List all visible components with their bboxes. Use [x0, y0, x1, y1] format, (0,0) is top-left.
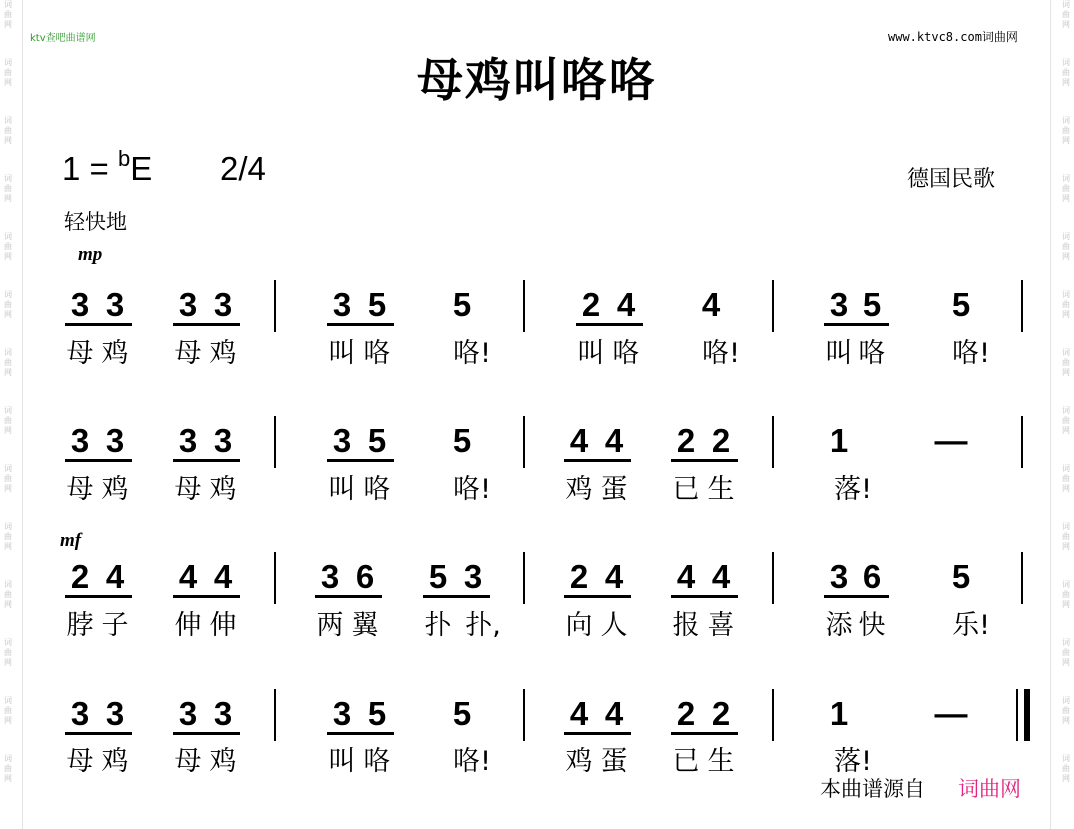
side-char: 词 [4, 638, 12, 647]
side-char: 曲 [1062, 10, 1070, 19]
lyric-char: 喜 [707, 610, 735, 641]
side-char: 词 [4, 174, 12, 183]
jianpu-note: 5 [452, 695, 472, 732]
jianpu-note: 5 [951, 558, 971, 595]
side-char: 词 [4, 58, 12, 67]
side-char: 网 [4, 426, 12, 435]
jianpu-note: 3 [213, 286, 233, 323]
jianpu-note: 2 [676, 422, 696, 459]
jianpu-note: 3 [332, 695, 352, 732]
song-title: 母鸡叫咯咯 [417, 53, 657, 107]
side-char: 网 [1062, 484, 1070, 493]
side-char: 词 [4, 290, 12, 299]
lyric-char: 母 [66, 746, 94, 777]
lyric-char: 咯! [453, 338, 491, 369]
side-char: 词 [4, 232, 12, 241]
jianpu-note: 2 [676, 695, 696, 732]
side-char: 词 [4, 580, 12, 589]
source-label: 本曲谱源自 [820, 777, 925, 801]
side-char: 词 [4, 696, 12, 705]
barline [523, 689, 525, 741]
lyric-char: 咯 [363, 746, 391, 777]
side-char: 网 [4, 542, 12, 551]
side-char: 曲 [1062, 648, 1070, 657]
side-char: 网 [4, 136, 12, 145]
beam-underline [65, 595, 132, 598]
jianpu-note: 3 [105, 422, 125, 459]
beam-underline [65, 323, 132, 326]
dynamic-mf: mf [60, 530, 82, 551]
jianpu-note: 2 [581, 286, 601, 323]
jianpu-note: 1 [829, 695, 849, 732]
barline [523, 552, 525, 604]
jianpu-note: 5 [951, 286, 971, 323]
lyric-char: 咯 [363, 474, 391, 505]
jianpu-note: 5 [367, 695, 387, 732]
jianpu-note: 5 [452, 286, 472, 323]
jianpu-note: 3 [829, 286, 849, 323]
side-char: 词 [1062, 638, 1070, 647]
side-char: 网 [1062, 194, 1070, 203]
side-char: 曲 [1062, 706, 1070, 715]
side-char: 网 [4, 368, 12, 377]
beam-underline [576, 323, 643, 326]
jianpu-note: 5 [862, 286, 882, 323]
jianpu-note: 4 [604, 695, 624, 732]
barline [772, 280, 774, 332]
side-char: 曲 [4, 126, 12, 135]
side-char: 曲 [4, 590, 12, 599]
side-char: 网 [1062, 252, 1070, 261]
jianpu-note: 3 [332, 422, 352, 459]
side-char: 网 [4, 20, 12, 29]
beam-underline [671, 732, 738, 735]
side-char: 词 [1062, 580, 1070, 589]
side-char: 词 [1062, 58, 1070, 67]
tempo-marking: 轻快地 [64, 210, 127, 234]
barline [772, 689, 774, 741]
jianpu-note: 3 [105, 286, 125, 323]
side-char: 网 [1062, 78, 1070, 87]
side-char: 网 [4, 310, 12, 319]
jianpu-note: 3 [70, 695, 90, 732]
side-char: 词 [1062, 406, 1070, 415]
side-char: 曲 [1062, 126, 1070, 135]
lyric-char: 叫 [328, 338, 356, 369]
beam-underline [564, 595, 631, 598]
lyric-char: 伸 [209, 610, 237, 641]
side-char: 曲 [1062, 764, 1070, 773]
side-char: 曲 [4, 300, 12, 309]
side-char: 曲 [4, 648, 12, 657]
double-barline-thin [1016, 689, 1018, 741]
lyric-char: 生 [707, 746, 735, 777]
left-frame-line [22, 0, 23, 829]
side-char: 曲 [4, 184, 12, 193]
side-char: 曲 [4, 416, 12, 425]
jianpu-note: 4 [676, 558, 696, 595]
side-char: 网 [1062, 542, 1070, 551]
barline [274, 552, 276, 604]
jianpu-note: 5 [367, 422, 387, 459]
side-char: 曲 [4, 474, 12, 483]
lyric-char: 咯! [453, 746, 491, 777]
side-char: 曲 [1062, 300, 1070, 309]
lyric-char: 咯 [858, 338, 886, 369]
lyric-char: 母 [174, 338, 202, 369]
watermark-left: ktv查吧曲谱网 [30, 33, 96, 44]
lyric-char: 叫 [825, 338, 853, 369]
jianpu-note: 1 [829, 422, 849, 459]
side-char: 曲 [1062, 68, 1070, 77]
side-char: 曲 [1062, 242, 1070, 251]
side-char: 词 [1062, 232, 1070, 241]
source-site: 词曲网 [958, 777, 1021, 801]
side-char: 词 [4, 116, 12, 125]
beam-underline [173, 732, 240, 735]
right-watermark-strip [1058, 0, 1074, 829]
lyric-char: 伸 [174, 610, 202, 641]
beam-underline [65, 459, 132, 462]
lyric-char: 鸡 [101, 474, 129, 505]
jianpu-note: 3 [70, 286, 90, 323]
lyric-char: 生 [707, 474, 735, 505]
barline [1021, 280, 1023, 332]
lyric-char: 蛋 [600, 474, 628, 505]
beam-underline [327, 323, 394, 326]
jianpu-note: 5 [428, 558, 448, 595]
lyric-char: 蛋 [600, 746, 628, 777]
side-char: 词 [1062, 0, 1070, 9]
barline [772, 416, 774, 468]
jianpu-note: 3 [178, 695, 198, 732]
key-flat: b [117, 146, 131, 171]
lyric-char: 鸡 [565, 474, 593, 505]
barline [523, 280, 525, 332]
side-char: 曲 [4, 358, 12, 367]
dash-note: — [934, 695, 968, 732]
lyric-char: 叫 [328, 746, 356, 777]
jianpu-note: 3 [213, 422, 233, 459]
jianpu-note: 3 [332, 286, 352, 323]
side-char: 网 [4, 484, 12, 493]
side-char: 曲 [1062, 416, 1070, 425]
lyric-char: 咯! [952, 338, 990, 369]
side-char: 词 [1062, 522, 1070, 531]
watermark-right [888, 28, 1018, 45]
side-char: 网 [4, 716, 12, 725]
lyric-char: 向 [565, 610, 593, 641]
barline [1021, 552, 1023, 604]
lyric-char: 咯! [702, 338, 740, 369]
double-barline-thick [1024, 689, 1030, 741]
jianpu-note: 3 [463, 558, 483, 595]
watermark-url: www.ktvc8.com [888, 30, 982, 44]
beam-underline [671, 595, 738, 598]
lyric-char: 快 [858, 610, 886, 641]
jianpu-note: 4 [604, 422, 624, 459]
barline [274, 416, 276, 468]
lyric-char: 母 [174, 474, 202, 505]
jianpu-note: 4 [711, 558, 731, 595]
beam-underline [824, 323, 889, 326]
barline [772, 552, 774, 604]
side-char: 曲 [1062, 474, 1070, 483]
side-char: 网 [1062, 716, 1070, 725]
jianpu-note: 5 [452, 422, 472, 459]
lyric-char: 叫 [328, 474, 356, 505]
side-char: 网 [4, 194, 12, 203]
side-char: 网 [4, 774, 12, 783]
side-char: 词 [1062, 754, 1070, 763]
beam-underline [564, 459, 631, 462]
lyric-char: 母 [66, 338, 94, 369]
jianpu-note: 3 [70, 422, 90, 459]
composer: 德国民歌 [907, 167, 996, 192]
lyric-char: 鸡 [101, 746, 129, 777]
lyric-char: 乐! [952, 610, 990, 641]
lyric-char: 已 [672, 746, 700, 777]
beam-underline [423, 595, 490, 598]
jianpu-note: 4 [616, 286, 636, 323]
lyric-char: 报 [672, 610, 700, 641]
barline [274, 689, 276, 741]
jianpu-note: 3 [178, 422, 198, 459]
beam-underline [173, 323, 240, 326]
lyric-char: 添 [825, 610, 853, 641]
beam-underline [173, 595, 240, 598]
side-char: 词 [1062, 348, 1070, 357]
side-char: 词 [4, 0, 12, 9]
beam-underline [564, 732, 631, 735]
side-char: 网 [4, 78, 12, 87]
side-char: 曲 [1062, 532, 1070, 541]
lyric-char: 扑 [424, 610, 452, 641]
side-char: 网 [1062, 310, 1070, 319]
lyric-char: 叫 [577, 338, 605, 369]
watermark-site-tag: 词曲网 [981, 30, 1018, 44]
lyric-char: 脖 [66, 610, 94, 641]
side-char: 网 [1062, 20, 1070, 29]
jianpu-note: 6 [862, 558, 882, 595]
dash-note: — [934, 422, 968, 459]
lyric-char: 鸡 [209, 338, 237, 369]
jianpu-note: 3 [320, 558, 340, 595]
jianpu-note: 2 [569, 558, 589, 595]
side-char: 词 [4, 406, 12, 415]
side-char: 曲 [1062, 358, 1070, 367]
lyric-char: 鸡 [565, 746, 593, 777]
side-char: 词 [4, 522, 12, 531]
side-char: 网 [1062, 136, 1070, 145]
lyric-char: 咯! [453, 474, 491, 505]
lyric-char: 两 [316, 610, 344, 641]
side-char: 曲 [4, 68, 12, 77]
side-char: 曲 [4, 242, 12, 251]
side-char: 网 [4, 600, 12, 609]
side-char: 曲 [1062, 590, 1070, 599]
lyric-char: 鸡 [209, 474, 237, 505]
beam-underline [327, 732, 394, 735]
side-char: 词 [4, 754, 12, 763]
beam-underline [65, 732, 132, 735]
lyric-char: 母 [174, 746, 202, 777]
lyric-char: 鸡 [101, 338, 129, 369]
beam-underline [315, 595, 382, 598]
jianpu-note: 3 [178, 286, 198, 323]
jianpu-note: 4 [604, 558, 624, 595]
key-signature [62, 146, 153, 188]
time-signature: 2/4 [220, 150, 266, 187]
key-prefix: 1 = [62, 150, 118, 187]
lyric-char: 母 [66, 474, 94, 505]
side-char: 词 [1062, 174, 1070, 183]
side-char: 词 [4, 464, 12, 473]
side-char: 网 [1062, 600, 1070, 609]
jianpu-note: 4 [701, 286, 721, 323]
lyric-char: 咯 [363, 338, 391, 369]
side-char: 曲 [1062, 184, 1070, 193]
side-char: 曲 [4, 706, 12, 715]
jianpu-note: 6 [355, 558, 375, 595]
lyric-char: 咯 [612, 338, 640, 369]
side-char: 词 [1062, 290, 1070, 299]
jianpu-note: 2 [711, 422, 731, 459]
jianpu-note: 2 [70, 558, 90, 595]
jianpu-note: 3 [829, 558, 849, 595]
jianpu-note: 4 [569, 422, 589, 459]
jianpu-note: 4 [178, 558, 198, 595]
barline [274, 280, 276, 332]
jianpu-note: 4 [105, 558, 125, 595]
jianpu-note: 4 [213, 558, 233, 595]
jianpu-note: 3 [213, 695, 233, 732]
lyric-char: 已 [672, 474, 700, 505]
beam-underline [824, 595, 889, 598]
side-char: 网 [1062, 774, 1070, 783]
jianpu-note: 2 [711, 695, 731, 732]
jianpu-note: 5 [367, 286, 387, 323]
lyric-char: 落! [834, 746, 872, 777]
beam-underline [173, 459, 240, 462]
lyric-char: 落! [834, 474, 872, 505]
side-char: 网 [4, 252, 12, 261]
side-char: 网 [1062, 368, 1070, 377]
beam-underline [327, 459, 394, 462]
lyric-char: 翼 [351, 610, 379, 641]
lyric-char: 子 [101, 610, 129, 641]
side-char: 曲 [4, 532, 12, 541]
side-char: 曲 [4, 10, 12, 19]
side-char: 曲 [4, 764, 12, 773]
lyric-char: 扑, [465, 610, 501, 641]
right-frame-line [1050, 0, 1051, 829]
lyric-char: 人 [600, 610, 628, 641]
dynamic-mp: mp [78, 244, 103, 265]
barline [523, 416, 525, 468]
side-char: 网 [1062, 658, 1070, 667]
jianpu-note: 4 [569, 695, 589, 732]
side-char: 网 [4, 658, 12, 667]
side-char: 词 [1062, 116, 1070, 125]
beam-underline [671, 459, 738, 462]
key-note: E [130, 150, 153, 187]
side-char: 词 [1062, 464, 1070, 473]
left-watermark-strip [0, 0, 16, 829]
barline [1021, 416, 1023, 468]
lyric-char: 鸡 [209, 746, 237, 777]
side-char: 词 [1062, 696, 1070, 705]
side-char: 词 [4, 348, 12, 357]
jianpu-note: 3 [105, 695, 125, 732]
side-char: 网 [1062, 426, 1070, 435]
